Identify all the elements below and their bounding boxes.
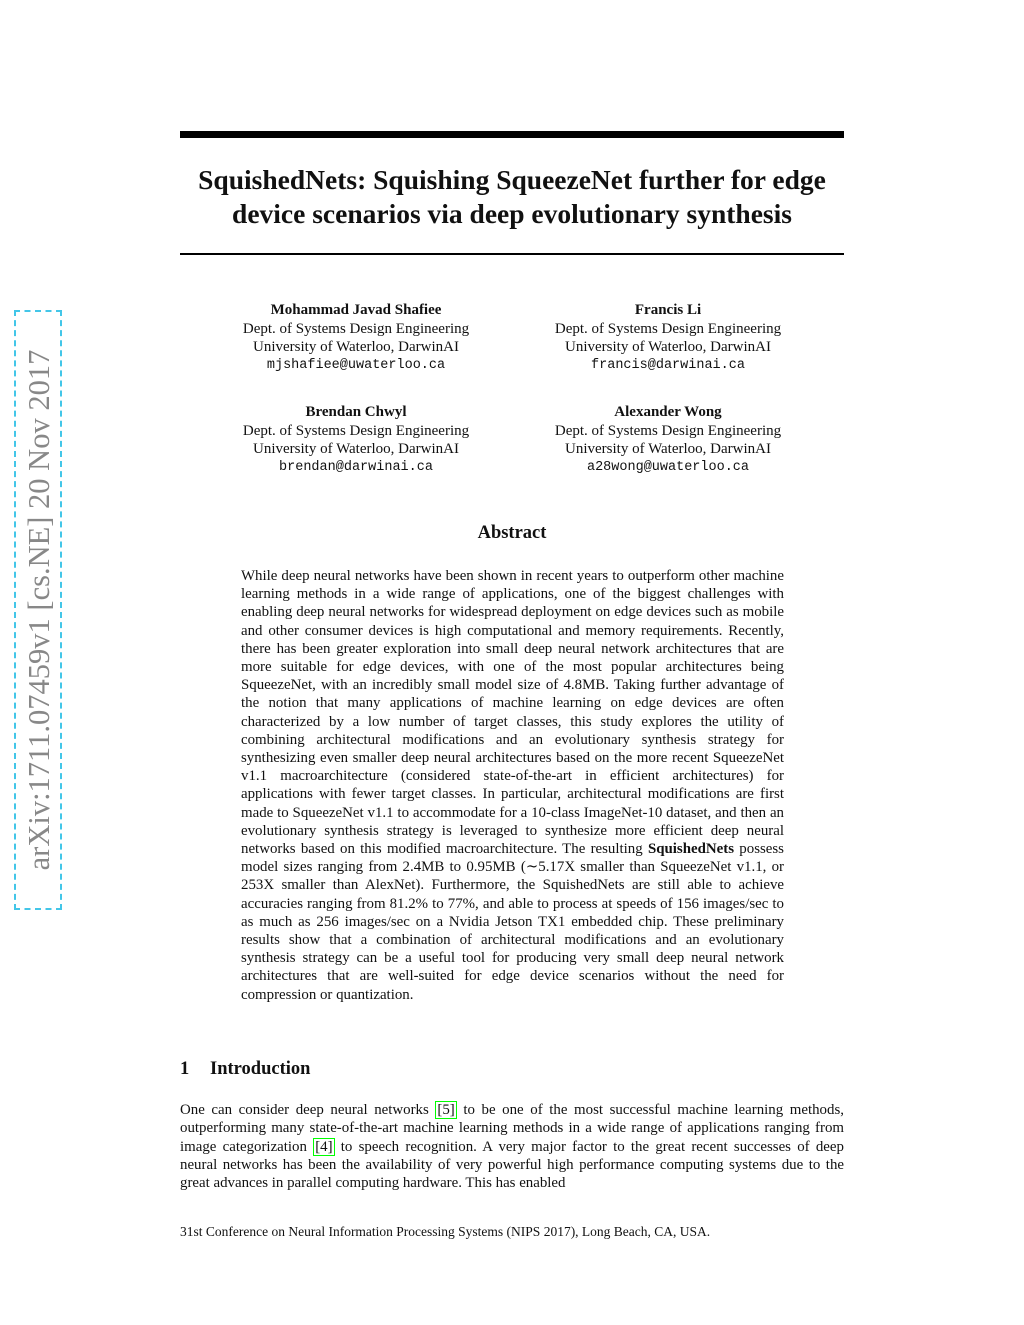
intro-text-part: to be one of the most successful machine learning methods, outperforming many state-of-the-art machine learning methods in a wide range of applications ranging from image categorization [180, 1102, 844, 1155]
introduction-text [180, 1101, 844, 1192]
author-dept: Dept. of Systems Design Engineering [242, 320, 470, 337]
author-affiliation: University of Waterloo, DarwinAI [565, 339, 771, 355]
author-dept: Dept. of Systems Design Engineering [242, 422, 470, 439]
conference-footnote: 31st Conference on Neural Information Processing Systems (NIPS 2017), Long Beach, CA, USA. [180, 1224, 711, 1239]
section-number: 1 [180, 1059, 190, 1079]
author-email[interactable]: a28wong@uwaterloo.ca [586, 459, 750, 475]
citation-link[interactable]: [5] [437, 1102, 455, 1118]
abstract-bold-term: SquishedNets [647, 841, 735, 858]
author-email[interactable]: francis@darwinai.ca [591, 357, 745, 373]
citation-link[interactable]: [4] [315, 1138, 333, 1155]
abstract-text [241, 567, 784, 1004]
author-block [518, 301, 818, 375]
section-title: Introduction [210, 1059, 311, 1079]
section-heading-introduction [180, 1059, 310, 1080]
author-block [206, 403, 506, 477]
author-dept: Dept. of Systems Design Engineering [554, 422, 782, 439]
author-name: Mohammad Javad Shafiee [270, 302, 442, 318]
author-name: Alexander Wong [614, 404, 722, 420]
intro-text-part: One can consider deep neural networks [180, 1102, 429, 1118]
title-top-rule [180, 131, 844, 138]
author-name: Brendan Chwyl [305, 404, 407, 420]
paper-title: SquishedNets: Squishing SqueezeNet further for edge device scenarios via deep evolutionary synthesis [198, 164, 826, 229]
author-affiliation: University of Waterloo, DarwinAI [253, 441, 459, 457]
arxiv-stamp: arXiv:1711.07459v1 [cs.NE] 20 Nov 2017 [22, 349, 56, 871]
author-affiliation: University of Waterloo, DarwinAI [253, 339, 459, 355]
author-dept: Dept. of Systems Design Engineering [554, 320, 782, 337]
author-name: Francis Li [634, 302, 702, 318]
author-email[interactable]: brendan@darwinai.ca [279, 459, 433, 475]
abstract-text-part: While deep neural networks have been shown in recent years to outperform other machine learning methods in a wide range of applications, one of the biggest challenges with enabling deep neural networks for widespread deployment on edge devices such as mobile and other consumer devices is high computational and memory requirements. Recently, there has been greater exploration into small deep neural network architectures that are more suitable for edge devices, with one of the most popular architectures being SqueezeNet, with an incredibly small model size of 4.8MB. Taking further advantage of the notion that many applications of machine learning on edge devices are often characterized by a low number of target classes, this study explores the utility of combining architectural modifications and an evolutionary synthesis strategy for synthesizing even smaller deep neural architectures based on the more recent SqueezeNet v1.1 macroarchitecture (considered state-of-the-art in efficient architectures) for applications with fewer target classes. In particular, architectural modifications are first made to SqueezeNet v1.1 to accommodate for a 10-class ImageNet-10 dataset, and then an evolutionary synthesis strategy is leveraged to synthesize more efficient deep neural networks based on this modified macroarchitecture. The resulting [241, 568, 784, 858]
author-affiliation: University of Waterloo, DarwinAI [565, 441, 771, 457]
author-block [206, 301, 506, 375]
author-email[interactable]: mjshafiee@uwaterloo.ca [266, 357, 446, 373]
intro-text-part: to speech recognition. A very major factor to the great recent successes of deep neural networks has been the availability of very powerful high performance computing systems due to the great advances in parallel computing hardware. This has enabled [180, 1138, 844, 1192]
title-bottom-rule [180, 253, 844, 255]
abstract-text-part: possess model sizes ranging from 2.4MB to 0.95MB (∼5.17X smaller than SqueezeNet v1.1, or 253X smaller than AlexNet). Furthermore, the SquishedNets are still able to achieve accuracies ranging from 81.2% to 77%, and able to process at speeds of 156 images/sec to as much as 256 images/sec on a Nvidia Jetson TX1 embedded chip. These preliminary results show that a combination of architectural modifications and an evolutionary synthesis strategy can be a useful tool for producing very small deep neural network architectures that are well-suited for edge device scenarios without the need for compression or quantization. [241, 841, 784, 1003]
abstract-heading: Abstract [477, 523, 547, 543]
author-block [518, 403, 818, 477]
